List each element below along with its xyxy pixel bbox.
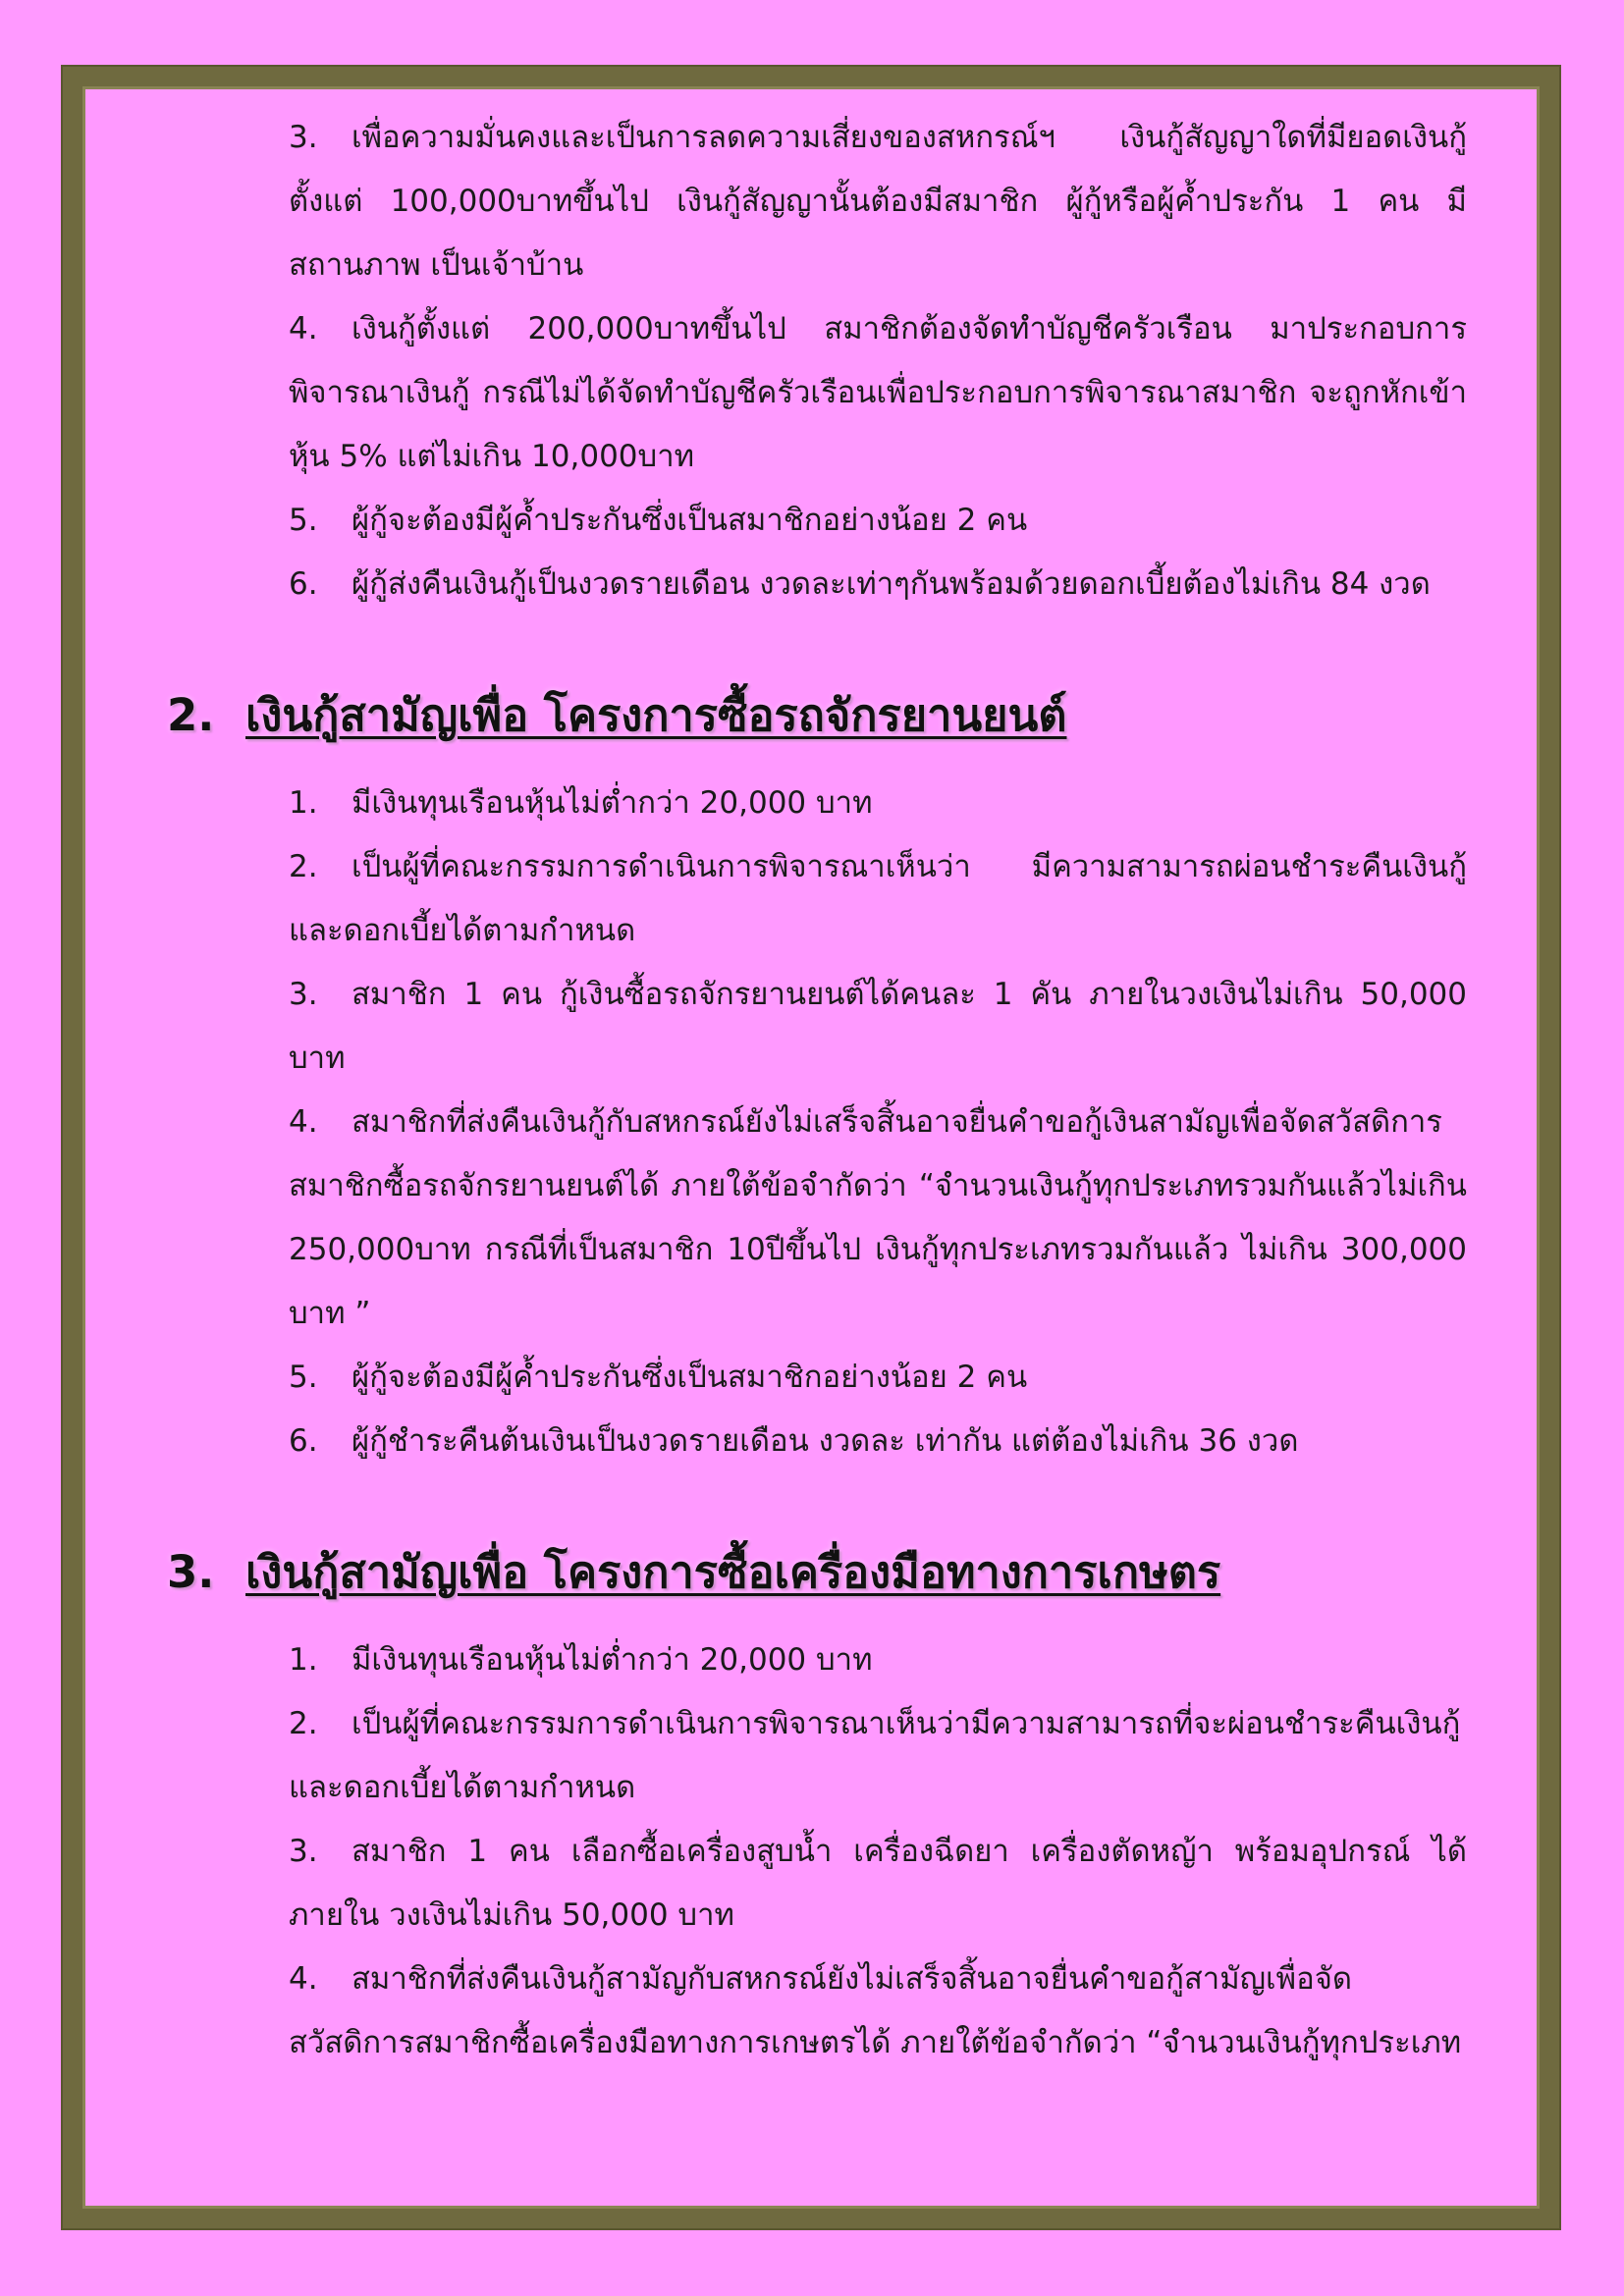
section-heading [167, 1538, 1471, 1607]
item-text: ผู้กู้ชำระคืนต้นเงินเป็นงวดรายเดือน งวดละ เท่ากัน แต่ต้องไม่เกิน 36 งวด [352, 1423, 1299, 1459]
item-text: สมาชิกที่ส่งคืนเงินกู้สามัญกับสหกรณ์ยังไม่เสร็จสิ้นอาจยื่นคำขอกู้สามัญเพื่อจัดสวัสดิการสมาชิกซื้อเครื่องมือทางการเกษตรได้ ภายใต้ข้อจำกัดว่า “จำนวนเงินกู้ทุกประเภท [289, 1961, 1462, 2060]
item-text: ผู้กู้ส่งคืนเงินกู้เป็นงวดรายเดือน งวดละเท่าๆกันพร้อมด้วยดอกเบี้ยต้องไม่เกิน 84 งวด [352, 566, 1431, 602]
item-text: เงินกู้ตั้งแต่ 200,000บาทขึ้นไป สมาชิกต้องจัดทำบัญชีครัวเรือน มาประกอบการพิจารณาเงินกู้ กรณีไม่ได้จัดทำบัญชีครัวเรือนเพื่อประกอบการพิจารณาสมาชิก จะถูกหักเข้าหุ้น 5% แต่ไม่เกิน 10,000บาท [289, 311, 1467, 474]
item-number: 2. [289, 1706, 318, 1741]
list-item [289, 1346, 1467, 1410]
list-item [289, 1692, 1467, 1820]
list-item [289, 1410, 1467, 1473]
item-number: 6. [289, 1423, 318, 1459]
list-item [289, 1629, 1467, 1692]
item-text: สมาชิก 1 คน กู้เงินซื้อรถจักรยานยนต์ได้คนละ 1 คัน ภายในวงเงินไม่เกิน 50,000 บาท [289, 977, 1467, 1076]
item-text: เป็นผู้ที่คณะกรรมการดำเนินการพิจารณาเห็นว่า มีความสามารถผ่อนชำระคืนเงินกู้และดอกเบี้ยได้ตามกำหนด [289, 849, 1467, 948]
section-title: เงินกู้สามัญเพื่อ โครงการซื้อเครื่องมือทางการเกษตร [245, 1546, 1221, 1598]
list-item [289, 553, 1467, 616]
item-text: สมาชิก 1 คน เลือกซื้อเครื่องสูบน้ำ เครื่องฉีดยา เครื่องตัดหญ้า พร้อมอุปกรณ์ ได้ภายใน วงเงินไม่เกิน 50,000 บาท [289, 1834, 1467, 1933]
item-number: 2. [289, 849, 318, 884]
list-item [289, 1091, 1467, 1346]
list-item [289, 835, 1467, 963]
item-number: 3. [289, 1834, 318, 1869]
item-number: 4. [289, 1961, 318, 1997]
item-text: เพื่อความมั่นคงและเป็นการลดความเสี่ยงของสหกรณ์ฯ เงินกู้สัญญาใดที่มียอดเงินกู้ตั้งแต่ 100,000บาทขึ้นไป เงินกู้สัญญานั้นต้องมีสมาชิก ผู้กู้หรือผู้ค้ำประกัน 1 คน มีสถานภาพ เป็นเจ้าบ้าน [289, 120, 1467, 283]
section-number: 3. [167, 1546, 215, 1598]
item-text: เป็นผู้ที่คณะกรรมการดำเนินการพิจารณาเห็นว่ามีความสามารถที่จะผ่อนชำระคืนเงินกู้และดอกเบี้ยได้ตามกำหนด [289, 1706, 1461, 1805]
section-motorcycle-loan [167, 681, 1471, 1473]
intro-list [167, 106, 1471, 616]
item-text: ผู้กู้จะต้องมีผู้ค้ำประกันซึ่งเป็นสมาชิกอย่างน้อย 2 คน [352, 1360, 1028, 1395]
section-heading [167, 681, 1471, 750]
item-text: สมาชิกที่ส่งคืนเงินกู้กับสหกรณ์ยังไม่เสร็จสิ้นอาจยื่นคำขอกู้เงินสามัญเพื่อจัดสวัสดิการสมาชิกซื้อรถจักรยานยนต์ได้ ภายใต้ข้อจำกัดว่า “จำนวนเงินกู้ทุกประเภทรวมกันแล้วไม่เกิน 250,000บาท กรณีที่เป็นสมาชิก 10ปีขึ้นไป เงินกู้ทุกประเภทรวมกันแล้ว ไม่เกิน 300,000 บาท ” [289, 1104, 1467, 1331]
item-number: 4. [289, 311, 318, 347]
item-text: มีเงินทุนเรือนหุ้นไม่ต่ำกว่า 20,000 บาท [352, 785, 873, 821]
section-title: เงินกู้สามัญเพื่อ โครงการซื้อรถจักรยานยนต์ [245, 689, 1067, 741]
item-number: 3. [289, 977, 318, 1012]
item-text: ผู้กู้จะต้องมีผู้ค้ำประกันซึ่งเป็นสมาชิกอย่างน้อย 2 คน [352, 503, 1028, 538]
document-content [167, 106, 1471, 2075]
list-item [289, 772, 1467, 835]
list-item [289, 963, 1467, 1091]
section-number: 2. [167, 689, 215, 741]
list-item [289, 1820, 1467, 1948]
item-number: 6. [289, 566, 318, 602]
list-item [289, 106, 1467, 297]
list-item [289, 297, 1467, 489]
item-number: 1. [289, 785, 318, 821]
section-agricultural-tools-loan [167, 1538, 1471, 2075]
item-number: 3. [289, 120, 318, 155]
list-item [289, 1948, 1467, 2075]
item-number: 5. [289, 1360, 318, 1395]
item-number: 1. [289, 1642, 318, 1678]
item-number: 4. [289, 1104, 318, 1140]
item-text: มีเงินทุนเรือนหุ้นไม่ต่ำกว่า 20,000 บาท [352, 1642, 873, 1678]
list-item [289, 489, 1467, 553]
item-number: 5. [289, 503, 318, 538]
